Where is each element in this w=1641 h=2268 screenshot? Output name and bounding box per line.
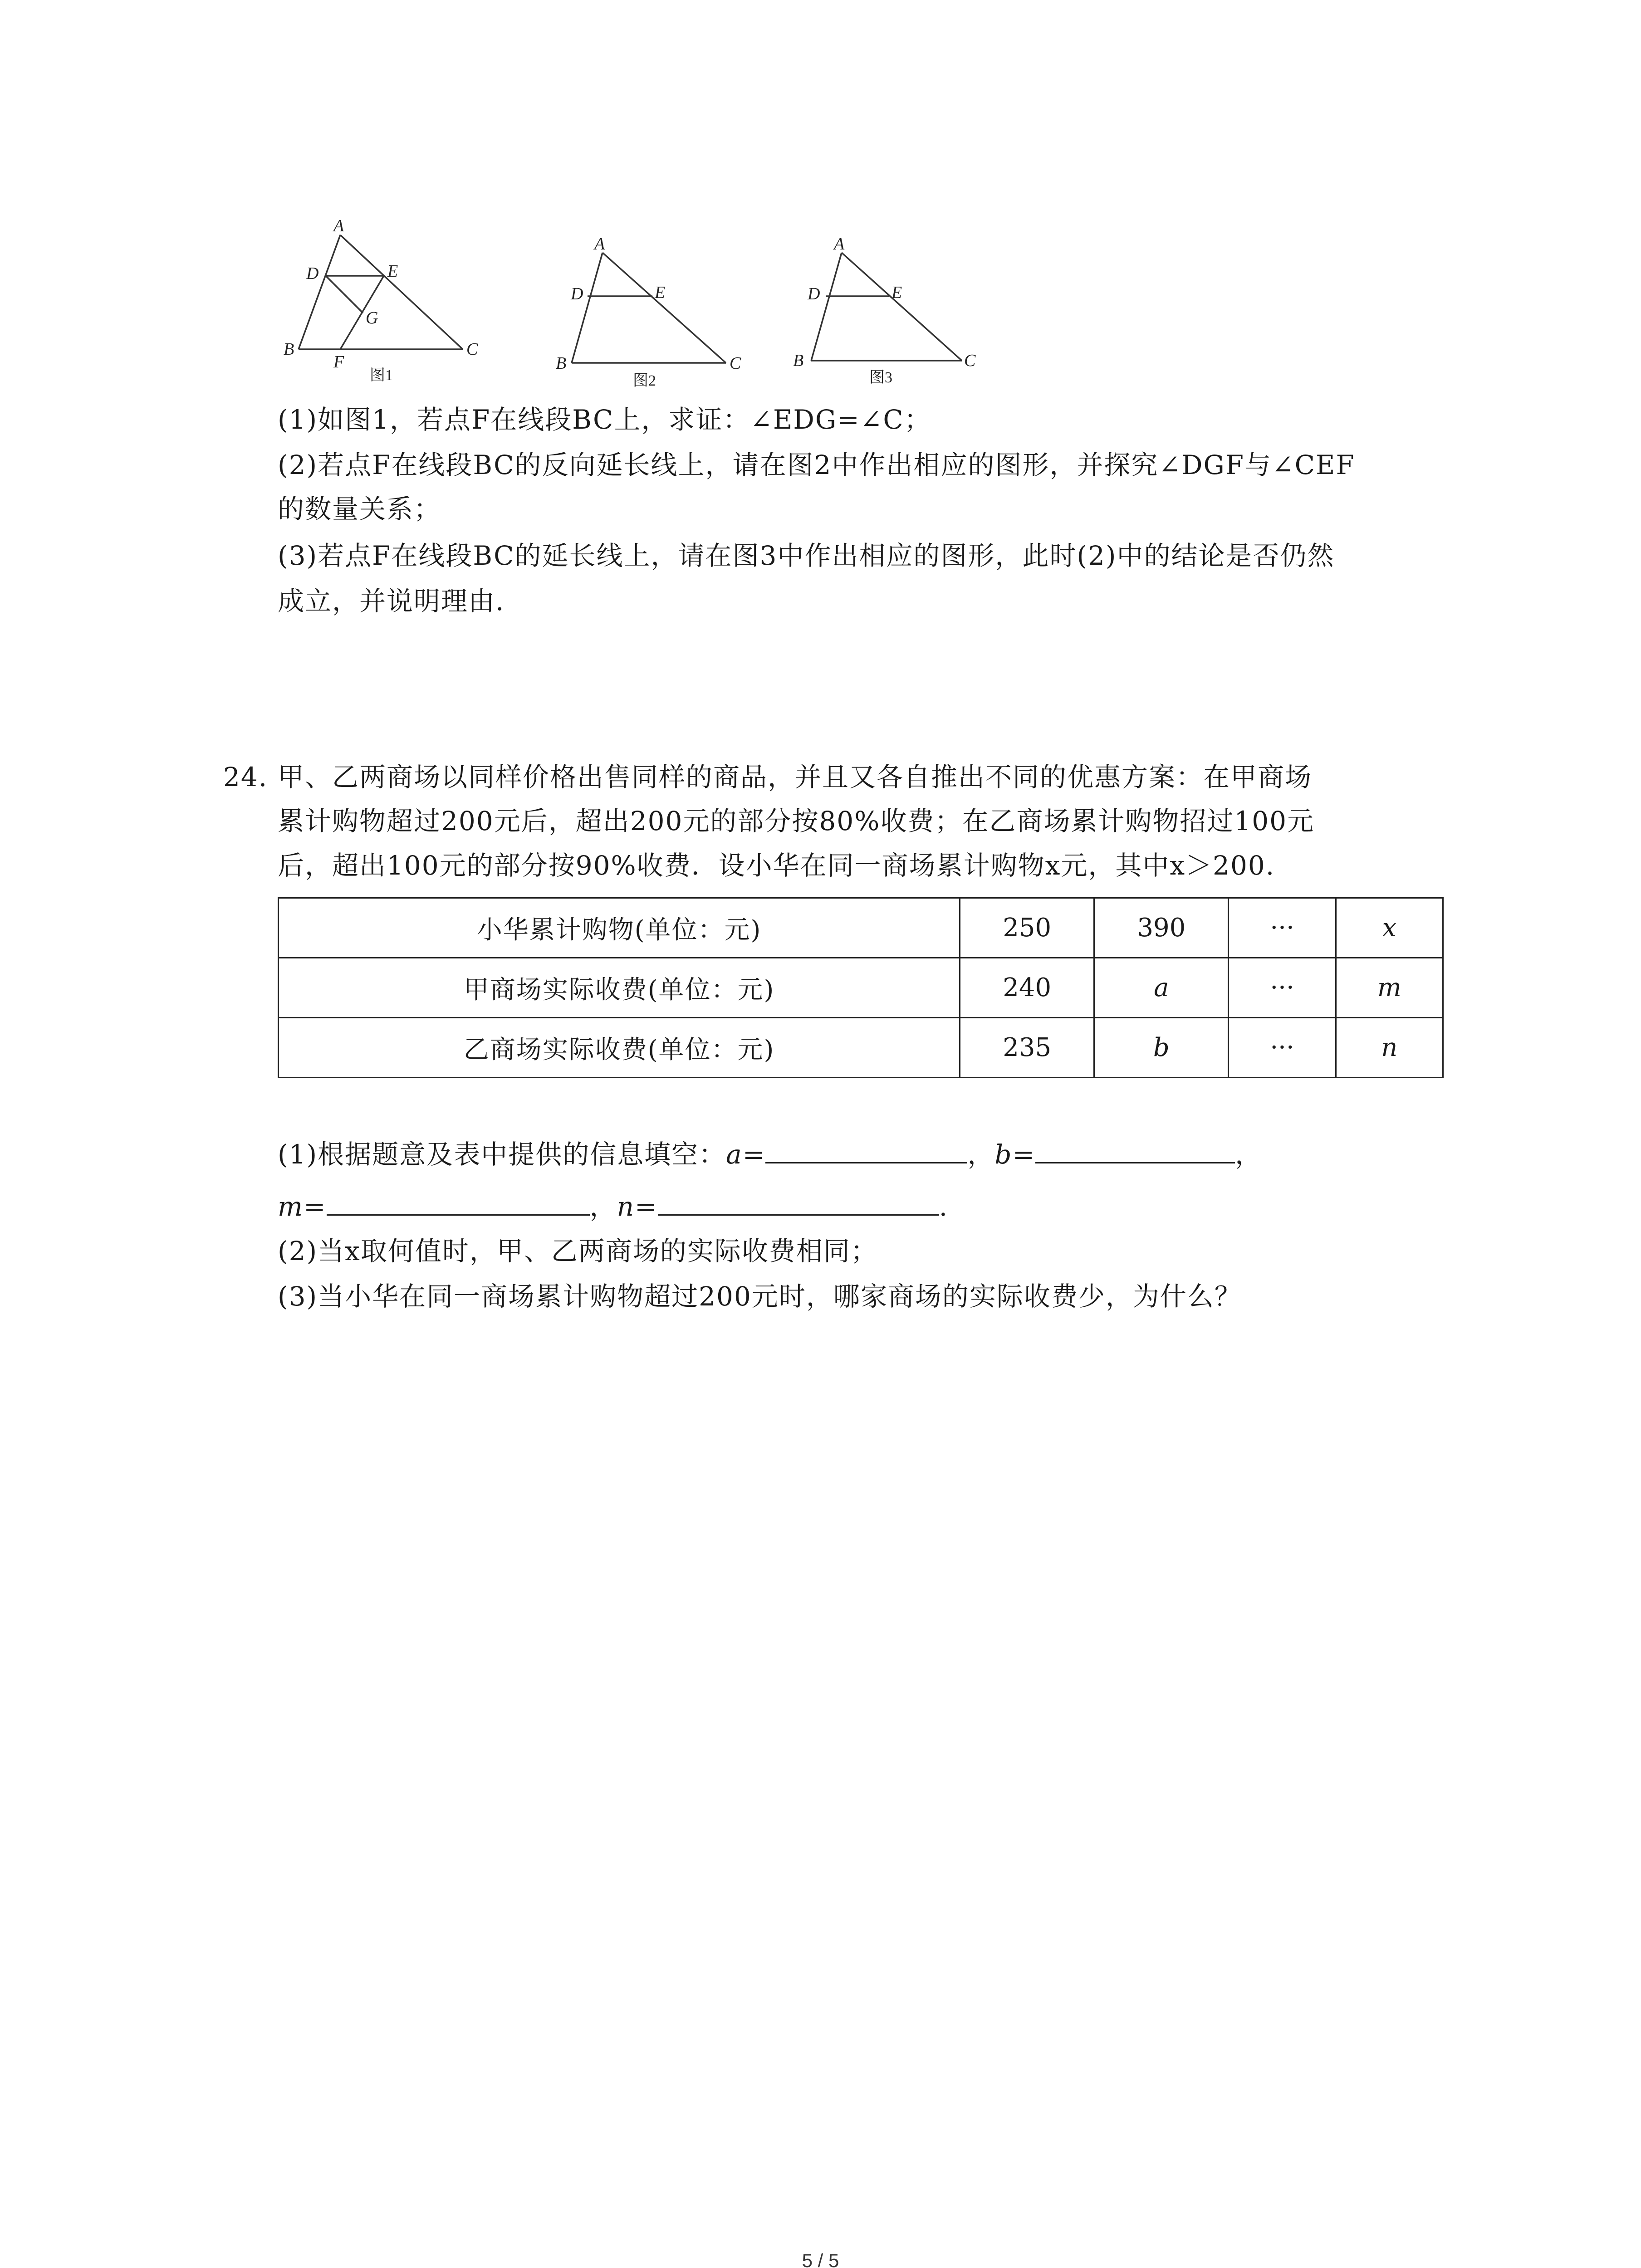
row-label: 甲商场实际收费(单位：元) [279, 958, 960, 1018]
figure-caption: 图1 [370, 367, 393, 384]
page-number: 5 / 5 [802, 2250, 839, 2268]
point-d-label: D [808, 284, 820, 303]
comma: ， [1235, 1139, 1263, 1170]
point-b-label: B [793, 351, 804, 370]
q24-part3: (3)当小华在同一商场累计购物超过200元时，哪家商场的实际收费少，为什么？ [278, 1281, 1242, 1312]
q24-part1-line1 [278, 1134, 1262, 1173]
point-e-label: E [387, 262, 398, 281]
period: . [939, 1191, 949, 1222]
answer-blank-n[interactable] [658, 1186, 939, 1216]
table-cell: x [1336, 898, 1443, 958]
table-cell: 240 [960, 958, 1094, 1018]
point-d-label: D [571, 284, 583, 303]
var-b-label: b= [994, 1139, 1036, 1170]
table-row [279, 898, 1443, 958]
table-cell: 235 [960, 1018, 1094, 1078]
figure-caption: 图3 [869, 369, 892, 386]
q24-number: 24. [223, 762, 268, 792]
table-cell: ··· [1229, 898, 1336, 958]
point-a-label: A [594, 235, 605, 254]
point-c-label: C [466, 340, 478, 359]
q24-stem-line3: 后，超出100元的部分按90%收费．设小华在同一商场累计购物x元，其中x＞200. [278, 850, 1275, 881]
comma: ， [589, 1191, 617, 1222]
figure-2 [544, 229, 753, 401]
point-a-label: A [834, 235, 845, 254]
q23-part2-line2: 的数量关系； [278, 494, 441, 524]
q24-part1-line2 [278, 1186, 948, 1225]
var-a-label: a= [726, 1139, 766, 1170]
q23-part3-line1: (3)若点F在线段BC的延长线上，请在图3中作出相应的图形，此时(2)中的结论是否仍然 [278, 540, 1335, 571]
point-b-label: B [556, 354, 567, 373]
point-a-label: A [333, 216, 344, 235]
q24-stem-line2: 累计购物超过200元后，超出200元的部分按80%收费；在乙商场累计购物招过100元 [278, 806, 1315, 836]
answer-blank-a[interactable] [765, 1134, 967, 1163]
table-cell: ··· [1229, 958, 1336, 1018]
point-d-label: D [306, 264, 319, 283]
answer-blank-b[interactable] [1035, 1134, 1235, 1163]
point-e-label: E [892, 283, 902, 302]
part1-prompt: (1)根据题意及表中提供的信息填空： [278, 1139, 726, 1170]
point-b-label: B [284, 340, 294, 359]
answer-blank-m[interactable] [327, 1186, 590, 1216]
q23-part1: (1)如图1，若点F在线段BC上，求证：∠EDG=∠C； [278, 404, 931, 435]
figure-caption: 图2 [633, 372, 656, 389]
q23-part3-line2: 成立，并说明理由. [278, 586, 505, 616]
var-m-label: m= [278, 1191, 327, 1222]
point-f-label: F [333, 352, 344, 371]
table-cell: 250 [960, 898, 1094, 958]
table-cell: a [1094, 958, 1229, 1018]
point-e-label: E [655, 283, 666, 302]
table-cell: m [1336, 958, 1443, 1018]
point-c-label: C [730, 354, 741, 373]
q24-part2: (2)当x取何值时，甲、乙两商场的实际收费相同； [278, 1236, 878, 1266]
table-cell: 390 [1094, 898, 1229, 958]
comma: ， [967, 1139, 995, 1170]
pricing-table [278, 897, 1444, 1078]
table-row [279, 958, 1443, 1018]
table-cell: ··· [1229, 1018, 1336, 1078]
point-c-label: C [964, 351, 976, 370]
table-cell: n [1336, 1018, 1443, 1078]
row-label: 小华累计购物(单位：元) [279, 898, 960, 958]
row-label: 乙商场实际收费(单位：元) [279, 1018, 960, 1078]
q24-stem-line1: 甲、乙两商场以同样价格出售同样的商品，并且又各自推出不同的优惠方案：在甲商场 [278, 762, 1313, 792]
var-n-label: n= [617, 1191, 658, 1222]
table-row [279, 1018, 1443, 1078]
figure-1 [272, 213, 490, 390]
figure-3 [780, 229, 989, 401]
q23-part2-line1: (2)若点F在线段BC的反向延长线上，请在图2中作出相应的图形，并探究∠DGF与∠CEF [278, 450, 1355, 480]
point-g-label: G [366, 308, 378, 327]
table-cell: b [1094, 1018, 1229, 1078]
